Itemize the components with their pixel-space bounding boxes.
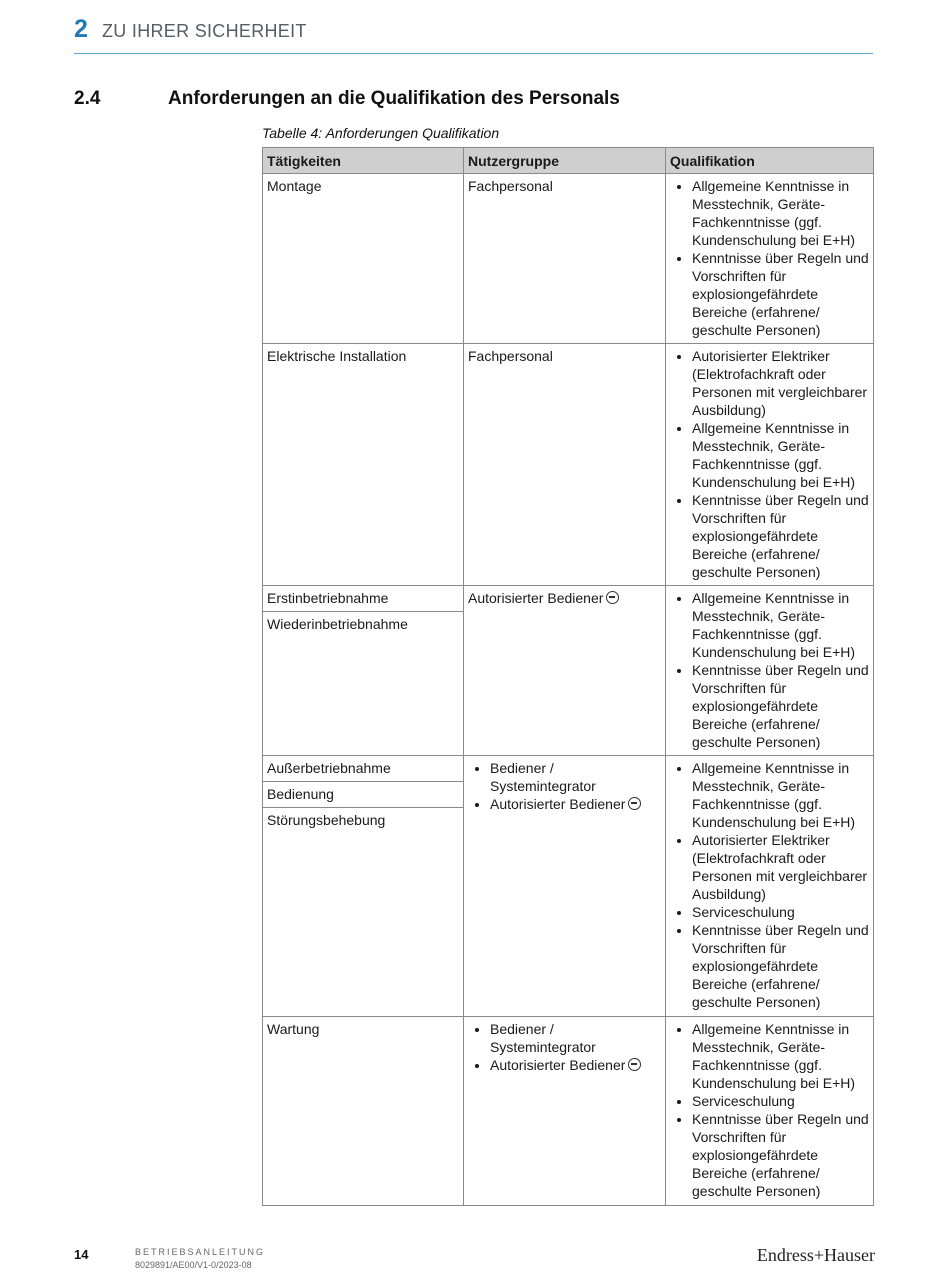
activity-cell: Montage bbox=[263, 174, 464, 344]
list-item: • Bediener / Systemintegrator bbox=[490, 759, 661, 795]
activity-cell: Außerbetriebnahme bbox=[263, 756, 464, 782]
document-type: BETRIEBSANLEITUNG bbox=[135, 1247, 266, 1257]
activity-cell: Erstinbetriebnahme bbox=[263, 586, 464, 612]
list-item: • Allgemeine Kenntnisse in Messtechnik, Geräte-Fachkenntnisse (ggf. Kundenschulung bei E+H) bbox=[692, 1020, 869, 1092]
key-icon bbox=[628, 1058, 641, 1071]
qualification-cell bbox=[666, 1017, 874, 1206]
table-row bbox=[263, 586, 874, 612]
list-item: • Kenntnisse über Regeln und Vorschriften für explosiongefährdete Bereiche (erfahrene/ geschulte Personen) bbox=[692, 249, 869, 339]
qualification-cell bbox=[666, 174, 874, 344]
list-item bbox=[490, 795, 661, 813]
list-item: • Kenntnisse über Regeln und Vorschriften für explosiongefährdete Bereiche (erfahrene/ geschulte Personen) bbox=[692, 491, 869, 581]
activity-cell: Elektrische Installation bbox=[263, 344, 464, 586]
document-code: 8029891/AE00/V1-0/2023-08 bbox=[135, 1260, 252, 1270]
list-item: • Allgemeine Kenntnisse in Messtechnik, Geräte-Fachkenntnisse (ggf. Kundenschulung bei E+H) bbox=[692, 419, 869, 491]
table-row bbox=[263, 756, 874, 782]
list-item: • Allgemeine Kenntnisse in Messtechnik, Geräte-Fachkenntnisse (ggf. Kundenschulung bei E+H) bbox=[692, 177, 869, 249]
list-item: • Allgemeine Kenntnisse in Messtechnik, Geräte-Fachkenntnisse (ggf. Kundenschulung bei E+H) bbox=[692, 589, 869, 661]
section-title: Anforderungen an die Qualifikation des Personals bbox=[168, 88, 620, 109]
chapter-number: 2 bbox=[74, 15, 88, 43]
user-group-cell bbox=[464, 1017, 666, 1206]
user-group-cell bbox=[464, 586, 666, 756]
header-qualification: Qualifikation bbox=[666, 148, 874, 174]
qualification-table bbox=[262, 147, 874, 1206]
running-header bbox=[74, 14, 873, 54]
qualification-table-wrapper bbox=[262, 147, 873, 1206]
activity-cell: Wartung bbox=[263, 1017, 464, 1206]
table-row bbox=[263, 1017, 874, 1206]
key-icon bbox=[606, 591, 619, 604]
list-item: • Kenntnisse über Regeln und Vorschriften für explosiongefährdete Bereiche (erfahrene/ geschulte Personen) bbox=[692, 661, 869, 751]
list-item: • Serviceschulung bbox=[692, 903, 869, 921]
user-group-cell bbox=[464, 756, 666, 1017]
activity-cell: Wiederinbetriebnahme bbox=[263, 612, 464, 756]
list-item: • Kenntnisse über Regeln und Vorschriften für explosiongefährdete Bereiche (erfahrene/ geschulte Personen) bbox=[692, 921, 869, 1011]
list-item: • Autorisierter Elektriker (Elektrofachkraft oder Personen mit vergleichbarer Ausbildung) bbox=[692, 347, 869, 419]
list-item: • Kenntnisse über Regeln und Vorschriften für explosiongefährdete Bereiche (erfahrene/ geschulte Personen) bbox=[692, 1110, 869, 1200]
user-group-label: Autorisierter Bediener bbox=[490, 796, 626, 812]
table-row bbox=[263, 344, 874, 586]
user-group-label: Autorisierter Bediener bbox=[490, 1057, 626, 1073]
list-item: • Serviceschulung bbox=[692, 1092, 869, 1110]
qualification-cell bbox=[666, 344, 874, 586]
user-group-cell: Fachpersonal bbox=[464, 174, 666, 344]
header-user-group: Nutzergruppe bbox=[464, 148, 666, 174]
chapter-title: ZU IHRER SICHERHEIT bbox=[102, 21, 307, 41]
table-caption: Tabelle 4: Anforderungen Qualifikation bbox=[262, 125, 500, 141]
user-group-cell: Fachpersonal bbox=[464, 344, 666, 586]
list-item: • Autorisierter Elektriker (Elektrofachkraft oder Personen mit vergleichbarer Ausbildung) bbox=[692, 831, 869, 903]
list-item: • Bediener / Systemintegrator bbox=[490, 1020, 661, 1056]
list-item bbox=[490, 1056, 661, 1074]
qualification-cell bbox=[666, 586, 874, 756]
table-header-row bbox=[263, 148, 874, 174]
table-row bbox=[263, 174, 874, 344]
qualification-cell bbox=[666, 756, 874, 1017]
activity-cell: Bedienung bbox=[263, 782, 464, 808]
page-number: 14 bbox=[74, 1247, 89, 1262]
brand-logo: Endress+Hauser bbox=[756, 1245, 875, 1265]
header-activities: Tätigkeiten bbox=[263, 148, 464, 174]
key-icon bbox=[628, 797, 641, 810]
list-item: • Allgemeine Kenntnisse in Messtechnik, Geräte-Fachkenntnisse (ggf. Kundenschulung bei E+H) bbox=[692, 759, 869, 831]
section-number: 2.4 bbox=[74, 88, 101, 109]
user-group-label: Autorisierter Bediener bbox=[468, 590, 604, 606]
activity-cell: Störungsbehebung bbox=[263, 808, 464, 1017]
